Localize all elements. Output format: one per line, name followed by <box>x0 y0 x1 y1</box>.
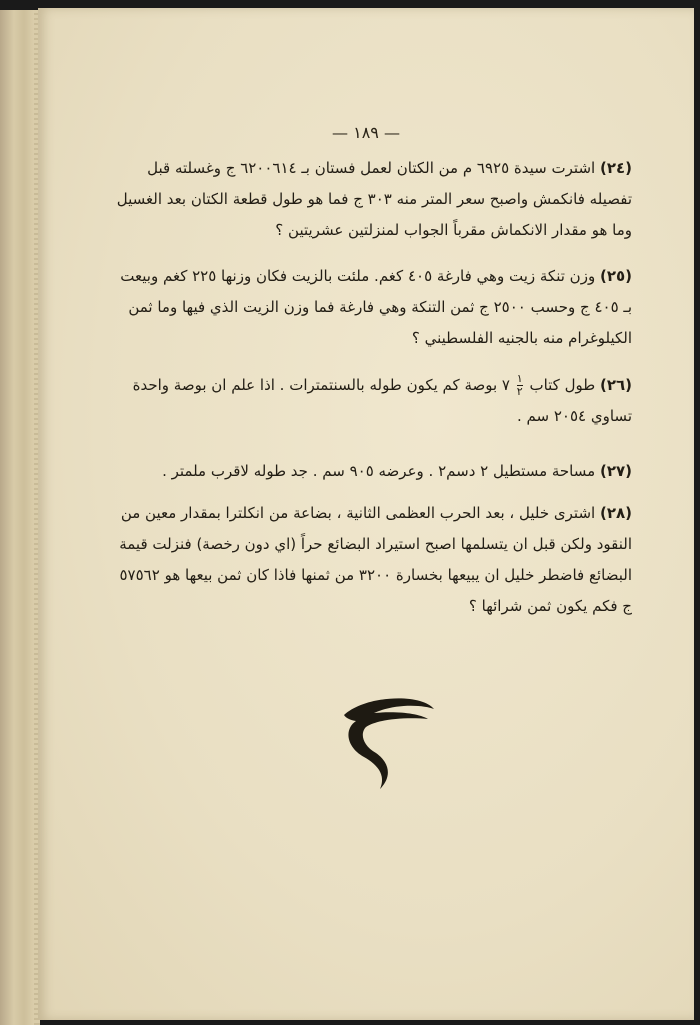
page-number: — ١٨٩ — <box>332 123 400 142</box>
problem-27 <box>112 456 632 487</box>
problem-text-start: طول كتاب <box>529 376 596 394</box>
problem-text: اشترت سيدة ٦٩٢٥ م من الكتان لعمل فستان بـ ٦٢٠٠٦١٤ ج وغسلته قبل تفصيله فانكمش واصبح سعر المتر منه ٣٠٣ ج فما هو طول قطعة الكتان بعد الغسيل وما هو مقدار الانكماش مقرباً الجواب لمنزلتين عشريتين ؟ <box>116 159 632 239</box>
problem-25 <box>112 261 632 354</box>
problem-number: (٢٧) <box>599 462 632 480</box>
problem-number: (٢٦) <box>599 376 632 394</box>
book-page-edges <box>0 10 40 1025</box>
problem-text: اشترى خليل ، بعد الحرب العظمى الثانية ، بضاعة من انكلترا بمقدار معين من النقود ولكن قبل ان يتسلمها اصبح استيراد البضائع حراً (اي دون رخصة) فنزلت قيمة البضائع فاضطر خليل ان يبيعها بخسارة ٣٢٠٠ من ثمنها فاذا كان ثمن بيعها هو ٥٧٥٦٢ ج فكم يكون ثمن شرائها ؟ <box>119 504 632 615</box>
fraction-numerator: ١ <box>516 372 523 385</box>
book-page <box>38 8 694 1020</box>
problem-number: (٢٨) <box>599 504 632 522</box>
end-ornament-icon <box>326 693 446 793</box>
problem-text: مساحة مستطيل ٢ دسم٢ . وعرضه ٩٠٥ سم . جد طوله لاقرب ملمتر . <box>162 462 596 480</box>
problem-24 <box>112 153 632 246</box>
problem-number: (٢٤) <box>599 159 632 177</box>
problem-28 <box>112 498 632 622</box>
fraction-half <box>517 373 523 398</box>
problem-text: وزن تنكة زيت وهي فارغة ٤٠٥ كغم. ملئت بالزيت فكان وزنها ٢٢٥ كغم وبيعت بـ ٤٠٥ ج وحسب ٢٥٠٠ ج ثمن التنكة وهي فارغة فما وزن الزيت الذي فيها وما ثمن الكيلوغرام منه بالجنيه الفلسطيني ؟ <box>120 267 632 347</box>
problem-number: (٢٥) <box>599 267 632 285</box>
problem-26 <box>112 370 632 432</box>
problem-text-end: ٧ بوصة كم يكون طوله بالسنتمترات . اذا علم ان بوصة واحدة تساوي ٢٠٥٤ سم . <box>132 376 632 425</box>
fraction-denominator: ٢ <box>516 385 523 398</box>
